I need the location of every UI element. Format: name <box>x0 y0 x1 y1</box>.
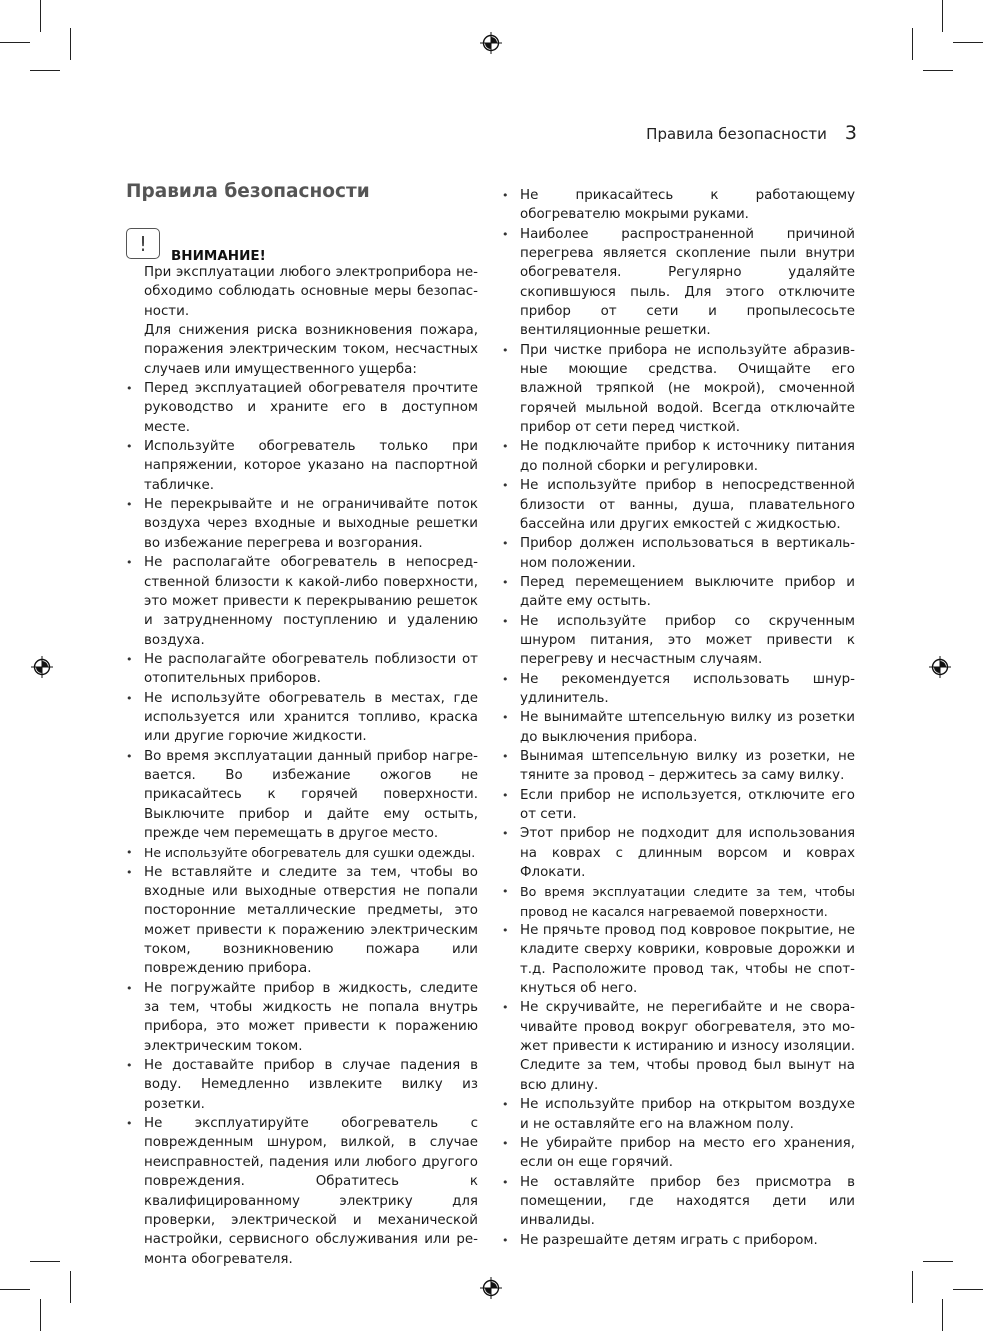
list-item: • Не эксплуатируйте обогреватель с поврежденным шнуром, вилкой, в случае неисправностей, падения или любого другого повреждения. Обратитесь к квалифицированному электрику для проверки, электрической и механической настройки, сервисного обслуживания или ремонта обогревателя. <box>126 1114 478 1269</box>
right-bullet-list <box>502 186 855 1250</box>
left-column <box>126 263 478 1269</box>
list-item: • Не используйте прибор со скрученным шнуром питания, это может привести к перегреву и несчастным случаям. <box>502 612 855 670</box>
left-bullet-list <box>126 379 478 1269</box>
list-item: • Не прячьте провод под ковровое покрытие, не кладите сверху коврики, ковровые дорожки и т.д. Расположите провод так, чтобы не споткнуться об него. <box>502 921 855 998</box>
list-item: • При чистке прибора не используйте абразивные моющие средства. Очищайте его влажной тряпкой (не мокрой), смоченной горячей мыльной водой. Всегда отключайте прибор от сети перед чисткой. <box>502 341 855 438</box>
list-item: • Не оставляйте прибор без присмотра в помещении, где находятся дети или инвалиды. <box>502 1173 855 1231</box>
list-item: • Не разрешайте детям играть с прибором. <box>502 1231 855 1250</box>
list-item: • Во время эксплуатации следите за тем, чтобы провод не касался нагреваемой поверхности. <box>502 882 855 921</box>
list-item: • Не погружайте прибор в жидкость, следите за тем, чтобы жидкость не попала внутрь прибора, это может привести к поражению электрическим током. <box>126 979 478 1056</box>
list-item: • Вынимая штепсельную вилку из розетки, не тяните за провод – держитесь за саму вилку. <box>502 747 855 786</box>
warning-paragraph: При эксплуатации любого электроприбора необходимо соблюдать основные меры безопасности. <box>144 265 478 319</box>
crop-mark <box>0 42 30 43</box>
crop-mark <box>923 1261 953 1262</box>
list-item: • Не располагайте обогреватель поблизости от отопительных приборов. <box>126 650 478 689</box>
list-item: • Не вынимайте штепсельную вилку из розетки до выключения прибора. <box>502 708 855 747</box>
list-item: • Не доставайте прибор в случае падения в воду. Немедленно извлеките вилку из розетки. <box>126 1056 478 1114</box>
crop-mark <box>953 42 983 43</box>
list-item: • Не перекрывайте и не ограничивайте поток воздуха через входные и выходные решетки во избежание перегрева и возгорания. <box>126 495 478 553</box>
list-item: • Не убирайте прибор на место его хранения, если он еще горячий. <box>502 1134 855 1173</box>
list-item: • Не используйте прибор на открытом воздухе и не оставляйте его на влажном полу. <box>502 1095 855 1134</box>
list-item: • Во время эксплуатации данный прибор нагревается. Во избежание ожогов не прикасайтесь к горячей поверхности. Выключите прибор и дайте ему остыть, прежде чем перемещать в другое место. <box>126 747 478 844</box>
right-column <box>502 186 855 1250</box>
list-item: • Если прибор не используется, отключите его от сети. <box>502 786 855 825</box>
crop-mark <box>40 1299 41 1331</box>
crop-mark <box>912 28 913 60</box>
list-item: • Не располагайте обогреватель в непосредственной близости к какой-либо поверхности, это может привести к перекрыванию решеток и затрудненному поступлению и удалению воздуха. <box>126 553 478 650</box>
crop-mark <box>70 28 71 60</box>
list-item: • Не используйте обогреватель в местах, где используется или хранится топливо, краска или другие горючие жидкости. <box>126 689 478 747</box>
list-item: • Не вставляйте и следите за тем, чтобы во входные или выходные отверстия не попали посторонние металлические предметы, это может привести к поражению электрическим током, возникновению пожара или повреждению прибора. <box>126 863 478 979</box>
registration-mark-icon <box>480 32 502 54</box>
list-item: • Используйте обогреватель только при напряжении, которое указано на паспортной табличке. <box>126 437 478 495</box>
warning-symbol: ! <box>138 231 148 256</box>
crop-mark <box>923 70 953 71</box>
list-item: • Перед перемещением выключите прибор и дайте ему остыть. <box>502 573 855 612</box>
list-item: • Перед эксплуатацией обогревателя прочтите руководство и храните его в доступном месте. <box>126 379 478 437</box>
section-title: Правила безопасности <box>126 181 370 202</box>
crop-mark <box>942 1299 943 1331</box>
page-number: 3 <box>844 122 857 144</box>
running-header <box>646 122 857 144</box>
warning-paragraph: Для снижения риска возникновения пожара, поражения электрическим током, несчастных случаев или имущественного ущерба: <box>144 323 478 377</box>
registration-mark-icon <box>929 656 951 678</box>
exclamation-icon <box>126 228 160 259</box>
crop-mark <box>942 0 943 32</box>
list-item: • Не используйте обогреватель для сушки одежды. <box>126 843 478 862</box>
header-title: Правила безопасности <box>646 125 827 143</box>
list-item: • Не скручивайте, не перегибайте и не сворачивайте провод вокруг обогревателя, это может привести к истиранию и износу изоляции. Следите за тем, чтобы провод был вынут на всю длину. <box>502 998 855 1095</box>
crop-mark <box>0 1289 30 1290</box>
list-item: • Этот прибор не подходит для использования на коврах с длинным ворсом и коврах Флокати. <box>502 824 855 882</box>
warning-title: ВНИМАНИЕ! <box>171 248 266 264</box>
crop-mark <box>40 0 41 32</box>
crop-mark <box>70 1271 71 1303</box>
list-item: • Не используйте прибор в непосредственной близости от ванны, душа, плавательного бассейна или других емкостей с жидкостью. <box>502 476 855 534</box>
crop-mark <box>953 1289 983 1290</box>
registration-mark-icon <box>31 656 53 678</box>
registration-mark-icon <box>480 1277 502 1299</box>
list-item: • Наиболее распространенной причиной перегрева является скопление пыли внутри обогревателя. Регулярно удаляйте скопившуюся пыль. Для этого отключите прибор от сети и пропылесосьте вентиляционные решетки. <box>502 225 855 341</box>
crop-mark <box>912 1271 913 1303</box>
list-item: • Не прикасайтесь к работающему обогревателю мокрыми руками. <box>502 186 855 225</box>
list-item: • Не подключайте прибор к источнику питания до полной сборки и регулировки. <box>502 437 855 476</box>
crop-mark <box>30 70 60 71</box>
list-item: • Не рекомендуется использовать шнур-удлинитель. <box>502 670 855 709</box>
crop-mark <box>30 1261 60 1262</box>
list-item: • Прибор должен использоваться в вертикальном положении. <box>502 534 855 573</box>
